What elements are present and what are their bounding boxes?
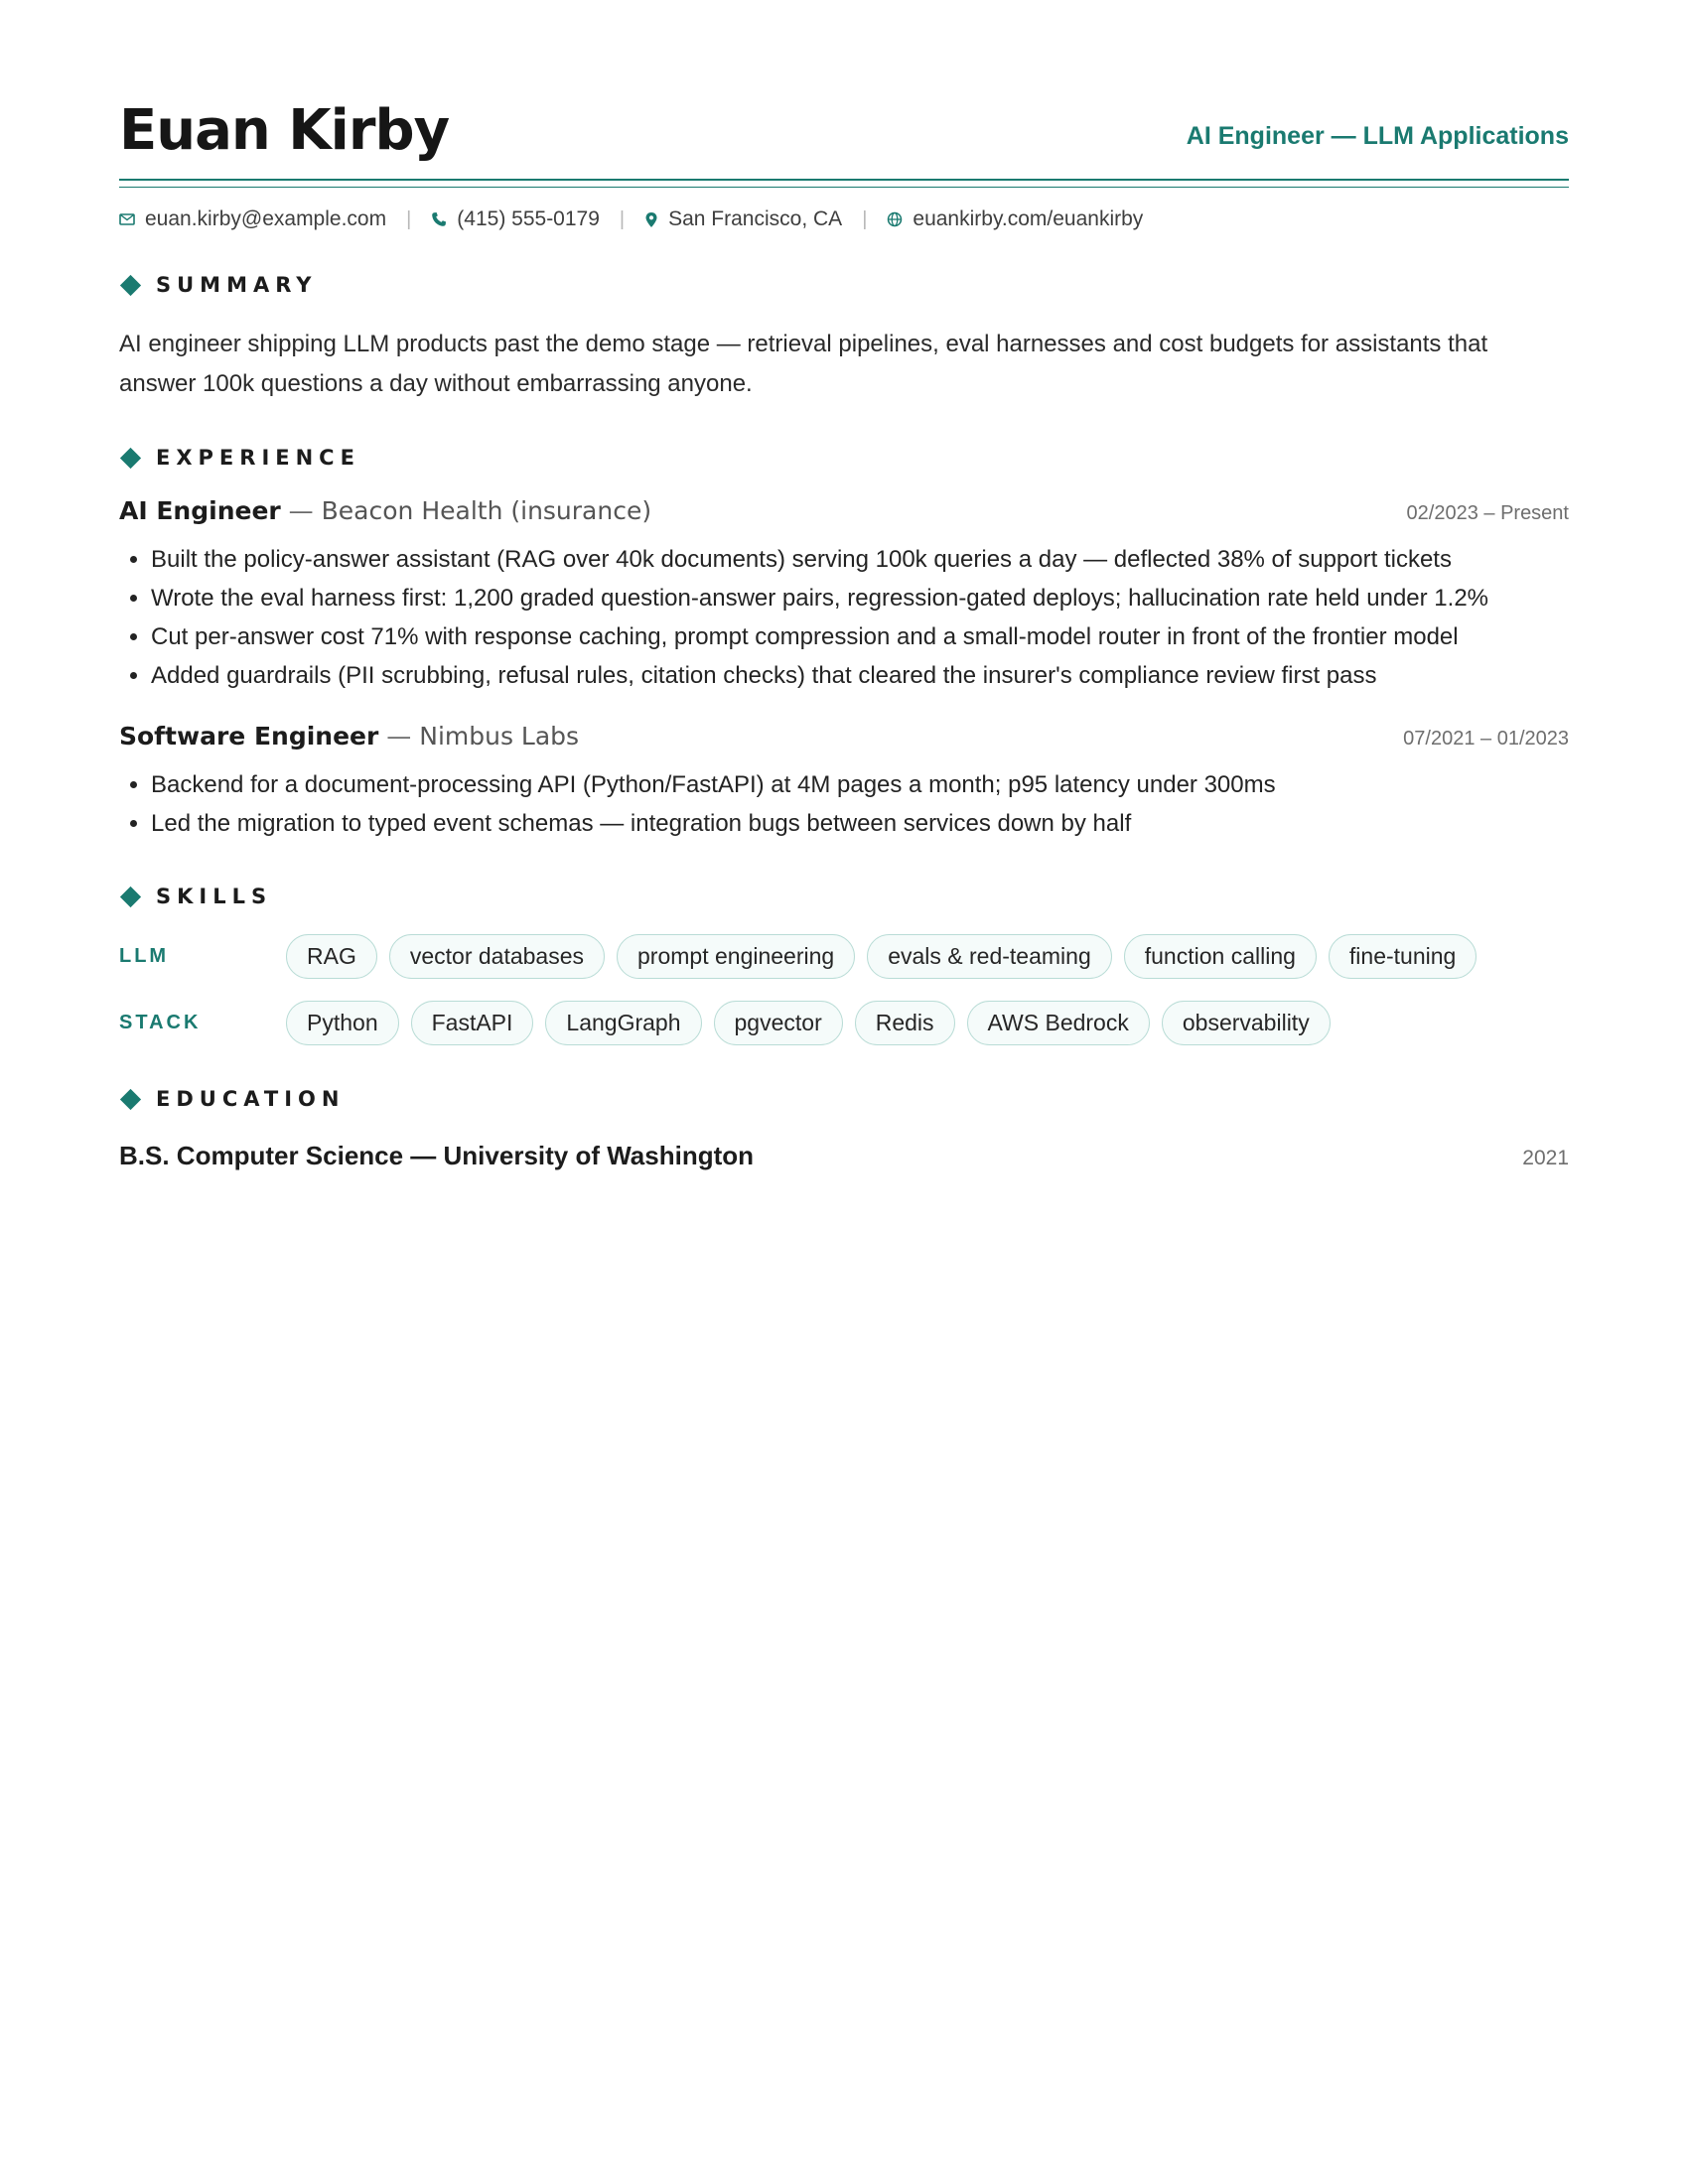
job-bullet: • Cut per-answer cost 71% with response caching, prompt compression and a small-model router in front of the frontier model	[151, 617, 1569, 656]
job-bullets	[119, 765, 1569, 843]
skill-pill: Redis	[855, 1001, 955, 1045]
section-title-summary: SUMMARY	[156, 273, 318, 297]
diamond-icon	[120, 274, 141, 295]
contact-location-text: San Francisco, CA	[668, 207, 843, 230]
skill-pill: pgvector	[714, 1001, 843, 1045]
job-bullet: • Wrote the eval harness first: 1,200 graded question-answer pairs, regression-gated deploys; hallucination rate held under 1.2%	[151, 579, 1569, 617]
job-title: Software Engineer	[119, 722, 379, 751]
skill-row-llm	[119, 934, 1569, 979]
contact-phone-text: (415) 555-0179	[457, 207, 600, 230]
diamond-icon	[120, 886, 141, 906]
job-entry	[119, 721, 1569, 843]
contact-email[interactable]	[119, 207, 386, 231]
education-year: 2021	[1522, 1147, 1569, 1169]
section-title-experience: EXPERIENCE	[156, 446, 360, 470]
contact-separator: |	[862, 207, 868, 230]
skill-pill: AWS Bedrock	[967, 1001, 1150, 1045]
candidate-name: Euan Kirby	[119, 98, 450, 163]
skill-pill: function calling	[1124, 934, 1317, 979]
skill-pill: LangGraph	[545, 1001, 701, 1045]
contact-email-text: euan.kirby@example.com	[145, 207, 387, 230]
job-header	[119, 495, 1569, 526]
resume-header	[119, 89, 1569, 163]
skill-pill: observability	[1162, 1001, 1331, 1045]
job-bullet: • Led the migration to typed event schemas — integration bugs between services down by half	[151, 804, 1569, 843]
job-bullet: • Backend for a document-processing API (Python/FastAPI) at 4M pages a month; p95 latency under 300ms	[151, 765, 1569, 804]
job-dates: 07/2021 – 01/2023	[1403, 728, 1569, 750]
education-entry	[119, 1141, 1569, 1171]
contact-phone[interactable]	[431, 207, 600, 231]
diamond-icon	[120, 1088, 141, 1109]
education-degree: B.S. Computer Science — University of Washington	[119, 1141, 755, 1170]
job-company: Nimbus Labs	[419, 722, 580, 751]
job-bullets	[119, 540, 1569, 695]
job-entry	[119, 495, 1569, 695]
job-company: Beacon Health (insurance)	[321, 496, 652, 525]
skill-pill: Python	[286, 1001, 399, 1045]
summary-text: AI engineer shipping LLM products past the demo stage — retrieval pipelines, eval harnesses and cost budgets for assistants that answer 100k questions a day without embarrassing anyone.	[119, 331, 1488, 397]
job-title-dash: —	[280, 496, 322, 525]
contact-row	[119, 207, 1569, 231]
skill-row-stack	[119, 1001, 1569, 1045]
skill-pill: prompt engineering	[617, 934, 855, 979]
skill-pills	[286, 1001, 1342, 1045]
section-education-header	[119, 1087, 1569, 1111]
header-divider	[119, 179, 1569, 188]
section-summary-header	[119, 273, 1569, 297]
map-pin-icon	[644, 211, 658, 228]
contact-website-text: euankirby.com/euankirby	[913, 207, 1144, 230]
skill-pill: vector databases	[389, 934, 605, 979]
section-title-skills: SKILLS	[156, 885, 273, 908]
section-skills-header	[119, 885, 1569, 908]
phone-icon	[431, 211, 447, 227]
contact-website[interactable]	[887, 207, 1143, 231]
skill-category-label: LLM	[119, 945, 170, 967]
section-experience-header	[119, 446, 1569, 470]
contact-separator: |	[406, 207, 412, 230]
job-title-line	[119, 495, 651, 526]
skill-pill: RAG	[286, 934, 377, 979]
skill-category-label: STACK	[119, 1012, 202, 1033]
contact-location	[644, 207, 842, 231]
job-title-line	[119, 721, 579, 751]
diamond-icon	[120, 447, 141, 468]
skill-pills	[286, 934, 1488, 979]
skill-pill: FastAPI	[411, 1001, 534, 1045]
target-role: AI Engineer — LLM Applications	[1186, 122, 1569, 150]
job-dates: 02/2023 – Present	[1406, 502, 1569, 524]
skill-pill: evals & red-teaming	[867, 934, 1112, 979]
mail-icon	[119, 213, 135, 225]
section-title-education: EDUCATION	[156, 1087, 346, 1111]
job-title-dash: —	[378, 722, 420, 751]
job-bullet: • Added guardrails (PII scrubbing, refusal rules, citation checks) that cleared the insurer's compliance review first pass	[151, 656, 1569, 695]
job-bullet: • Built the policy-answer assistant (RAG over 40k documents) serving 100k queries a day — deflected 38% of support tickets	[151, 540, 1569, 579]
skill-pill: fine-tuning	[1329, 934, 1477, 979]
globe-icon	[887, 211, 903, 227]
contact-separator: |	[619, 207, 626, 230]
job-header	[119, 721, 1569, 751]
job-title: AI Engineer	[119, 496, 281, 525]
